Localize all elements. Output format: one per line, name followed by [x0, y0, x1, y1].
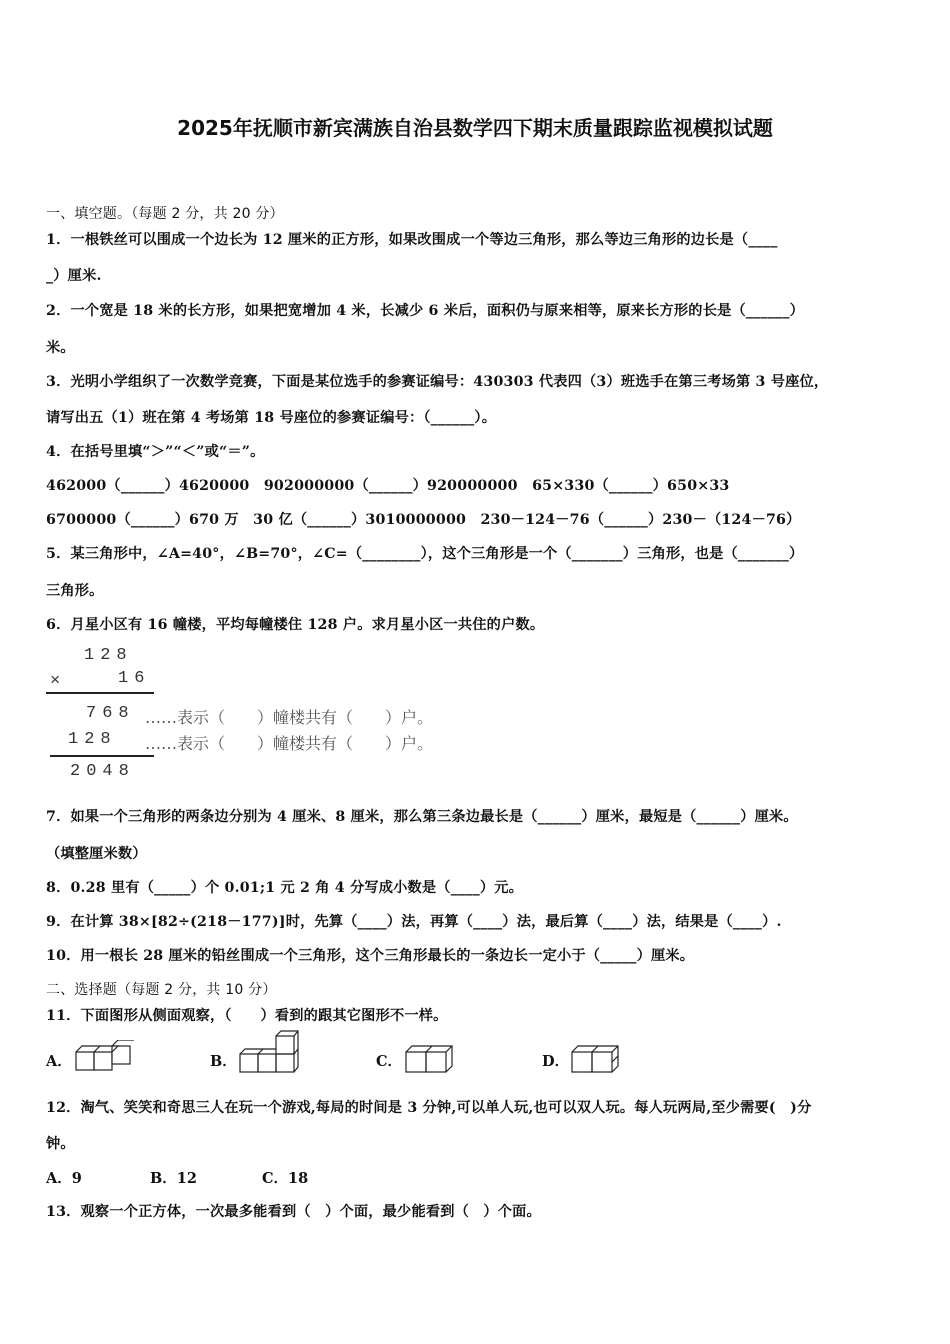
calc-multiplicand: 128 — [84, 646, 133, 665]
question-5-line1: 5．某三角形中，∠A=40°，∠B=70°，∠C=（________），这个三角形是一个（_______）三角形，也是（_______） — [46, 546, 804, 562]
q11-option-b-cubes-figure — [238, 1030, 300, 1074]
calc-product: 2048 — [70, 762, 135, 781]
q11-option-d-label[interactable]: D． — [542, 1053, 570, 1070]
calc-partial-1: 768 — [86, 704, 135, 723]
calc-rule-1 — [46, 692, 154, 694]
question-2-line1: 2．一个宽是 18 米的长方形，如果把宽增加 4 米，长减少 6 米后，面积仍与原来相等，原来长方形的长是（______） — [46, 303, 805, 319]
q11-option-c-cubes-figure — [404, 1042, 454, 1074]
calc-rule-2 — [50, 755, 154, 757]
q11-option-a-cubes-figure — [74, 1040, 134, 1074]
question-4: 4．在括号里填“＞”“＜”或“＝”。 — [46, 444, 265, 460]
calc-partial-2: 128 — [68, 730, 117, 749]
q11-option-b-label[interactable]: B． — [210, 1053, 237, 1070]
section-multiple-choice: 二、选择题（每题 2 分，共 10 分） — [46, 982, 277, 998]
exam-title: 2025年抚顺市新宾满族自治县数学四下期末质量跟踪监视模拟试题 — [177, 116, 773, 140]
question-8: 8．0.28 里有（_____）个 0.01;1 元 2 角 4 分写成小数是（____）元。 — [46, 880, 524, 896]
question-5-line2: 三角形。 — [46, 583, 104, 599]
question-2-line2: 米。 — [46, 340, 75, 356]
question-7-line2: （填整厘米数） — [46, 846, 147, 862]
question-12-line2: 钟。 — [46, 1136, 75, 1152]
question-6: 6．月星小区有 16 幢楼，平均每幢楼住 128 户。求月星小区一共住的户数。 — [46, 617, 545, 633]
calc-note-1: ……表示（ ）幢楼共有（ ）户。 — [145, 708, 434, 727]
question-13: 13．观察一个正方体，一次最多能看到（ ）个面，最少能看到（ ）个面。 — [46, 1204, 541, 1220]
question-3-line2: 请写出五（1）班在第 4 考场第 18 号座位的参赛证编号：（______）。 — [46, 410, 497, 426]
calc-note-2: ……表示（ ）幢楼共有（ ）户。 — [145, 734, 434, 753]
question-7-line1: 7．如果一个三角形的两条边分别为 4 厘米、8 厘米，那么第三条边最长是（______）厘米，最短是（______）厘米。 — [46, 809, 798, 825]
q11-option-a-label[interactable]: A． — [46, 1053, 72, 1070]
question-4-row1: 462000（______）4620000 902000000（______）920000000 65×330（______）650×33 — [46, 478, 730, 494]
question-1-line1: 1．一根铁丝可以围成一个边长为 12 厘米的正方形，如果改围成一个等边三角形，那么等边三角形的边长是（____ — [46, 232, 778, 248]
q12-option-a[interactable]: A．9 — [46, 1170, 82, 1187]
question-11: 11．下面图形从侧面观察，（ ）看到的跟其它图形不一样。 — [46, 1008, 448, 1024]
q11-option-d-cubes-figure — [570, 1042, 620, 1074]
question-4-row2: 6700000（______）670 万 30 亿（______）3010000000 230－124－76（______）230－（124－76） — [46, 512, 801, 528]
q12-option-b[interactable]: B．12 — [150, 1170, 197, 1187]
question-12-line1: 12．淘气、笑笑和奇思三人在玩一个游戏,每局的时间是 3 分钟,可以单人玩,也可以双人玩。每人玩两局,至少需要( )分 — [46, 1100, 812, 1116]
question-3-line1: 3．光明小学组织了一次数学竞赛，下面是某位选手的参赛证编号：430303 代表四（3）班选手在第三考场第 3 号座位， — [46, 374, 829, 390]
question-10: 10．用一根长 28 厘米的铅丝围成一个三角形，这个三角形最长的一条边长一定小于（_____）厘米。 — [46, 948, 695, 964]
q11-option-c-label[interactable]: C． — [376, 1053, 403, 1070]
question-9: 9．在计算 38×[82÷(218－177)]时，先算（____）法，再算（____）法，最后算（____）法，结果是（____）. — [46, 914, 782, 930]
q12-option-c[interactable]: C．18 — [262, 1170, 309, 1187]
calc-multiplier: 16 — [118, 669, 151, 688]
section-fill-in: 一、填空题。（每题 2 分，共 20 分） — [46, 206, 284, 222]
question-1-line2: _）厘米. — [46, 268, 102, 284]
calc-times-sign: × — [50, 672, 61, 691]
